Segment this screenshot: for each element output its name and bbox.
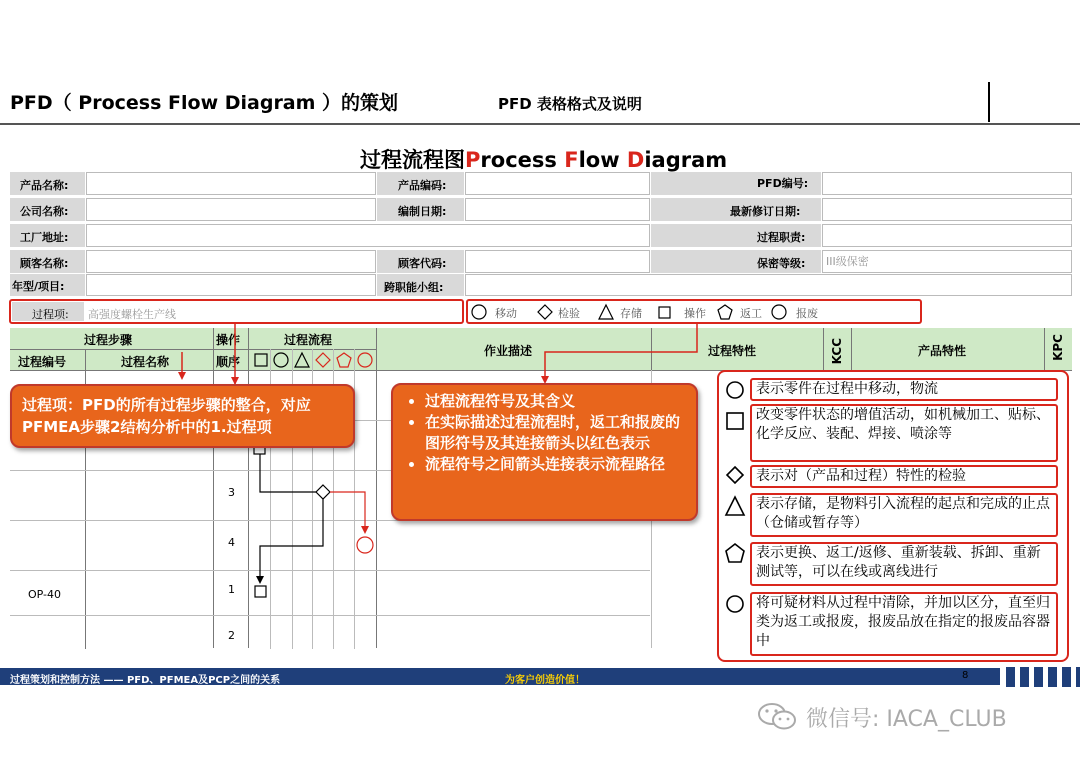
row-seq: 4	[228, 536, 235, 549]
process-item-callout: 过程项：PFD的所有过程步骤的整合，对应PFMEA步骤2结构分析中的1.过程项	[10, 384, 355, 448]
legend-icons	[724, 378, 748, 658]
page-number: 8	[962, 670, 969, 681]
company-name-label: 公司名称:	[20, 205, 69, 218]
confidentiality-value: III级保密	[826, 255, 869, 268]
th-op-name: 过程名称	[121, 355, 170, 369]
footer-title: 过程策划和控制方法 —— PFD、PFMEA及PCP之间的关系	[10, 675, 281, 686]
legend-move-text: 表示零件在过程中移动，物流	[750, 378, 1058, 401]
row-seq: 3	[228, 486, 235, 499]
legend-move: 移动	[495, 307, 517, 320]
confidentiality-label: 保密等级:	[757, 257, 806, 270]
product-name-label: 产品名称:	[20, 179, 69, 192]
th-process-char: 过程特性	[708, 344, 757, 358]
legend-inspect: 检验	[558, 307, 580, 320]
legend-scrap: 报废	[796, 307, 818, 320]
th-kpc: KPC	[1051, 334, 1065, 361]
footer-slogan: 为客户创造价值！	[505, 675, 585, 686]
row-seq: 1	[228, 583, 235, 596]
page-subtitle: PFD 表格格式及说明	[498, 95, 642, 113]
latest-rev-date-label: 最新修订日期:	[730, 205, 801, 218]
row-op-no: OP-40	[28, 588, 62, 601]
th-process-flow: 过程流程	[284, 333, 333, 347]
model-project-label: 年型/项目:	[12, 280, 65, 293]
flow-symbols-callout	[391, 383, 698, 521]
th-op-no: 过程编号	[18, 355, 67, 369]
callout-bullet: • 过程流程符号及其含义	[425, 391, 686, 412]
th-product-char: 产品特性	[918, 344, 967, 358]
legend-store: 存储	[620, 307, 642, 320]
watermark-text: 微信号: IACA_CLUB	[806, 707, 1007, 732]
process-item-value[interactable]: 高强度螺栓生产线	[88, 308, 176, 321]
pfd-number-label: PFD编号:	[757, 177, 809, 190]
wechat-icon	[756, 700, 800, 732]
legend-inspect-text: 表示对（产品和过程）特性的检验	[750, 465, 1058, 488]
legend-operate-text: 改变零件状态的增值活动，如机械加工、贴标、化学反应、装配、焊接、喷涂等	[750, 404, 1058, 462]
th-kcc: KCC	[830, 338, 844, 365]
th-work-desc: 作业描述	[484, 344, 533, 358]
th-sequence: 顺序	[216, 355, 241, 369]
page-title: PFD（ Process Flow Diagram ）的策划	[10, 92, 399, 114]
process-item-label: 过程项:	[32, 308, 69, 321]
diagram-title: 过程流程图Process Flow Diagram	[360, 148, 728, 172]
plant-address-label: 工厂地址:	[20, 231, 69, 244]
legend-rework: 返工	[740, 307, 762, 320]
legend-store-text: 表示存储，是物料引入流程的起点和完成的止点（仓储或暂存等）	[750, 493, 1058, 537]
footer-stripes	[1006, 667, 1080, 687]
customer-code-label: 顾客代码:	[398, 257, 447, 270]
process-owner-label: 过程职责:	[757, 231, 806, 244]
callout-bullet: • 在实际描述过程流程时，返工和报废的图形符号及其连接箭头以红色表示	[425, 412, 686, 454]
th-process-steps: 过程步骤	[84, 333, 133, 347]
row-seq: 2	[228, 629, 235, 642]
th-operation: 操作	[216, 333, 241, 347]
legend-operate: 操作	[684, 307, 706, 320]
legend-scrap-text: 将可疑材料从过程中清除，并加以区分，直至归类为返工或报废，报废品放在指定的报废品容器中	[750, 592, 1058, 656]
customer-name-label: 顾客名称:	[20, 257, 69, 270]
product-code-label: 产品编码:	[398, 179, 447, 192]
cft-label: 跨职能小组:	[384, 281, 444, 294]
edit-date-label: 编制日期:	[398, 205, 447, 218]
legend-rework-text: 表示更换、返工/返修、重新装载、拆卸、重新测试等，可以在线或离线进行	[750, 542, 1058, 586]
callout-bullet: • 流程符号之间箭头连接表示流程路径	[425, 454, 686, 475]
